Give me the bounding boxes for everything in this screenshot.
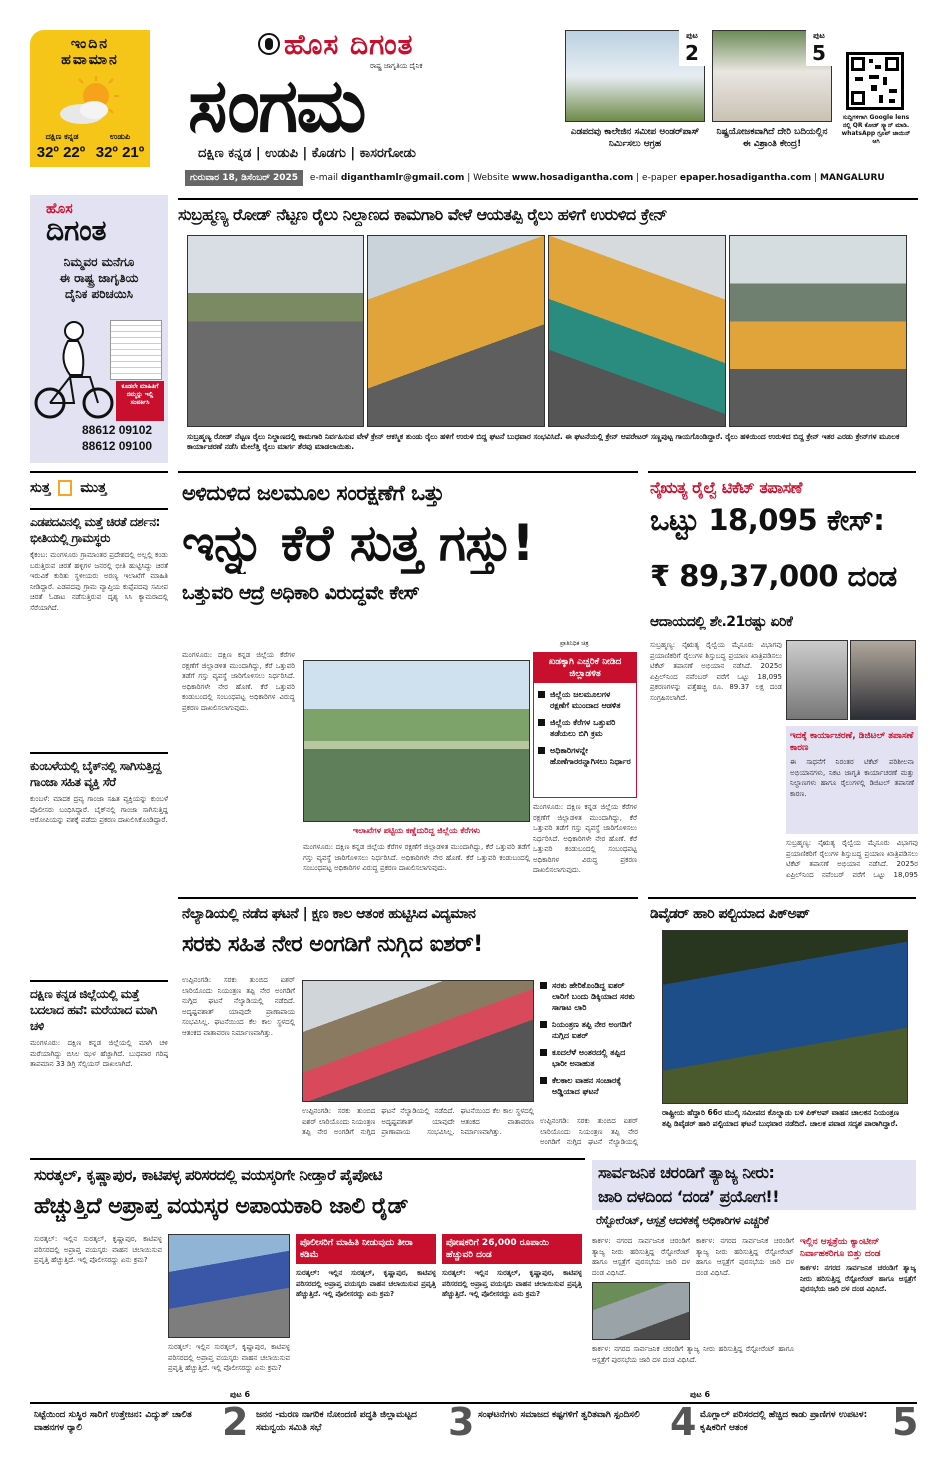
lead-box-title: ಖಡಕ್ಕಾಗಿ ಎಚ್ಚರಿಕೆ ನೀಡಿದ ಜಿಲ್ಲಾಡಳಿತ (534, 653, 636, 683)
drain-body-col2: ಕಾರ್ಕಳ: ನಗರದ ಸಾರ್ವಜನಿಕ ಚರಂಡಿಗೆ ತ್ಯಾಜ್ಯ ನೀರು ಹರಿಸುತ್ತಿದ್ದ ರೆಸ್ಟೋರೆಂಟ್ ಹಾಗೂ ಆಸ್ಪತ್ರೆಗೆ ಪುರಸಭೆಯ ಜಾರಿ ದಳ ದಂಡ ವಿಧಿಸಿದೆ. (696, 1237, 794, 1277)
left-story-1-title: ಎಡಪದವಿನಲ್ಲಿ ಮತ್ತೆ ಚಿರತೆ ದರ್ಶನ: ಭೀತಿಯಲ್ಲಿ ಗ್ರಾಮಸ್ಥರು (30, 515, 160, 545)
left-story-2-title: ಕುಂಬಳೆಯಲ್ಲಿ ಬೈಕ್‌ನಲ್ಲಿ ಸಾಗಿಸುತ್ತಿದ್ದ ಗಾಂಜಾ ಸಹಿತ ವ್ಯಕ್ತಿ ಸೆರೆ (30, 759, 161, 789)
joyride-box-1-title: ಪೊಲೀಸರಿಗೆ ಮಾಹಿತಿ ನೀಡುವುದು ತೀರಾ ಕಡಿಮೆ (296, 1234, 436, 1264)
ad-brand: ದಿಗಂತ (46, 214, 107, 247)
joyride-box-2-body: ಸುರತ್ಕಲ್: ಇಲ್ಲಿನ ಸುರತ್ಕಲ್, ಕೃಷ್ಣಾಪುರ, ಕಾಟಿಪಳ್ಳ ಪರಿಸರದಲ್ಲಿ ಅಪ್ರಾಪ್ತ ವಯಸ್ಕರು ವಾಹನ ಚಲಾಯಿಸುವ ಪ್ರವೃತ್ತಿ ಹೆಚ್ಚುತ್ತಿದೆ. ಇಲ್ಲಿ ಪೊಲೀಸರದ್ದು ಏನು ಕ್ರಮ? (442, 1269, 582, 1298)
teaser-1-text: ಎಡಪದವು ಕಾಲೇಜಿನ ಸಮೀಪ ಅಂಡರ್‌ಪಾಸ್ ನಿರ್ಮಿಸಲು ಆಗ್ರಹ (570, 127, 700, 149)
drain-box-body: ಕಾರ್ಕಳ: ನಗರದ ಸಾರ್ವಜನಿಕ ಚರಂಡಿಗೆ ತ್ಯಾಜ್ಯ ನೀರು ಹರಿಸುತ್ತಿದ್ದ ರೆಸ್ಟೋರೆಂಟ್ ಹಾಗೂ ಆಸ್ಪತ್ರೆಗೆ ಪುರಸಭೆಯ ಜಾರಿ ದಳ ದಂಡ ವಿಧಿಸಿದೆ. (800, 1264, 916, 1293)
footer-item-1-text: ನಿಟ್ಟೆಯಿಂದ ಸುಸ್ಥಿರ ಸಾರಿಗೆ ಉತ್ತೇಜನ: ವಿದ್ಯುತ್ ಚಾಲಿತ ವಾಹನಗಳ ರ್‍ಯಾಲಿ (34, 1410, 192, 1433)
lead-photo (303, 660, 530, 822)
drain-photo (592, 1282, 690, 1340)
footer-item-3-text: ಸಂಘಟನೆಗಳು ಸಮಾಜದ ಕಷ್ಟಗಳಿಗೆ ತ್ವರಿತವಾಗಿ ಸ್ಪಂದಿಸಲಿ (478, 1410, 640, 1420)
lead-box-item: ಜಿಲ್ಲೆಯ ಜಲಮೂಲಗಳ ರಕ್ಷಣೆಗೆ ಮುಂದಾದ ಆಡಳಿತ (538, 689, 632, 711)
drain-continued[interactable]: ಪುಟ 6 (690, 1390, 711, 1399)
cyclist-icon (34, 315, 116, 425)
teaser-1[interactable] (565, 30, 705, 170)
teaser-2-page: ಪುಟ 5 (806, 30, 832, 66)
drain-headline-2: ಜಾರಿ ದಳದಿಂದ ‘ದಂಡ’ ಪ್ರಯೋಗ!! (598, 1187, 779, 1206)
truck-headline: ಸರಕು ಸಹಿತ ನೇರ ಅಂಗಡಿಗೆ ನುಗ್ಗಿದ ಐಶರ್! (182, 932, 483, 957)
lead-box (533, 652, 637, 798)
lead-body-col1: ಮಂಗಳೂರು: ದಕ್ಷಿಣ ಕನ್ನಡ ಜಿಲ್ಲೆಯ ಕೆರೆಗಳ ರಕ್ಷಣೆಗೆ ಜಿಲ್ಲಾಡಳಿತ ಮುಂದಾಗಿದ್ದು, ಕೆರೆ ಒತ್ತುವರಿ ತಡೆಗೆ ಗಸ್ತು ವ್ಯವಸ್ಥೆ ಜಾರಿಗೊಳಿಸಲು ನಿರ್ಧರಿಸಿದೆ. ಅಧಿಕಾರಿಗಳೇ ನೇರ ಹೊಣೆ. ಕೆರೆ ಒತ್ತುವರಿ ಕಂಡುಬಂದಲ್ಲಿ ಸಂಬಂಧಪಟ್ಟ ಅಧಿಕಾರಿಗಳ ವಿರುದ್ಧ ಪ್ರಕರಣ ದಾಖಲಿಸಲಾಗುವುದು. (182, 651, 295, 712)
ad-line1: ನಿಮ್ಮವರ ಮನೆಗೂ (63, 255, 135, 269)
pickup-rule (648, 897, 916, 899)
phone-1[interactable]: 88612 09102 (82, 423, 153, 437)
sun-cloud-icon (58, 76, 122, 126)
footer-item-4-page: 5 (892, 1400, 919, 1444)
crane-photo-4 (729, 235, 907, 427)
truck-rule (178, 897, 638, 899)
newspaper-stack (110, 320, 162, 380)
teaser-2[interactable] (712, 30, 832, 170)
website-link[interactable]: www.hosadigantha.com (511, 173, 634, 183)
joyride-headline: ಹೆಚ್ಚುತ್ತಿದೆ ಅಪ್ರಾಪ್ತ ವಯಸ್ಕರ ಅಪಾಯಕಾರಿ ಜಾಲಿ ರೈಡ್ (34, 1194, 409, 1219)
left-col-rule-top (30, 471, 168, 473)
truck-box-item: ಸರಕು ಹೇರಿಕೊಂಡಿದ್ದ ಐಶರ್ ಲಾರಿಗೆ ಬಂದು ಡಿಕ್ಕಿಯಾದ ಸರಕು ಸಾಗಾಟ ಲಾರಿ (540, 980, 638, 1013)
lead-headline: ಇನ್ನು ಕೆರೆ ಸುತ್ತ ಗಸ್ತು! (182, 514, 534, 572)
joyride-box-1 (296, 1234, 436, 1386)
rail-kicker: ನೈಋತ್ಯ ರೈಲ್ವೆ ಟಿಕೆಟ್ ತಪಾಸಣೆ (650, 478, 802, 497)
lead-subhead: ಒತ್ತುವರಿ ಆದ್ರೆ ಅಧಿಕಾರಿ ವಿರುದ್ಧವೇ ಕೇಸ್ (182, 582, 420, 604)
book-icon (58, 480, 72, 496)
logo-emblem-icon (258, 33, 280, 55)
weather-city2-temp: 32º 21º (95, 144, 145, 161)
left-story-3[interactable] (30, 980, 168, 1138)
info-bar: ಗುರುವಾರ 18, ಡಿಸೆಂಬರ್ 2025 e-mail diganthamlr@gmail.com | Website www.hosadigantha.com | e-paper epaper.hosadigantha.com | MANGALURU (185, 170, 915, 186)
footer-item-2-page: 3 (448, 1400, 475, 1444)
rail-headline-1: ಒಟ್ಟು 18,095 ಕೇಸ್: (650, 503, 885, 537)
weather-title: ಇಂದಿನ ಹವಾಮಾನ (61, 36, 119, 68)
weather-city1-temp: 32º 22º (36, 144, 86, 161)
joyride-rule (30, 1158, 585, 1160)
left-story-1[interactable] (30, 508, 168, 728)
left-story-2-body: ಕುಂಬಳೆ: ಮಾದಕ ದ್ರವ್ಯ ಗಾಂಜಾ ಸಹಿತ ವ್ಯಕ್ತಿಯನ್ನು ಕುಂಬಳೆ ಪೊಲೀಸರು ಬಂಧಿಸಿದ್ದಾರೆ. ಬೈಕ್‌ನಲ್ಲಿ ಗಾಂಜಾ ಸಾಗಿಸುತ್ತಿದ್ದ ಆರೋಪಿಯನ್ನು ವಶಕ್ಕೆ ಪಡೆದು ಪ್ರಕರಣ ದಾಖಲಿಸಿಕೊಂಡಿದ್ದಾರೆ. (30, 795, 168, 824)
crane-photo-2 (367, 235, 545, 427)
drain-box-title: ಇಲ್ಲಿನ ಆಸ್ಪತ್ರೆಯ ಕ್ಯಾಂಟೀನ್ ನಿರ್ವಾಹಕರಿಗೂ ಬಿತ್ತು ದಂಡ (800, 1237, 881, 1259)
truck-box-item: ನಿಯಂತ್ರಣ ತಪ್ಪಿ ನೇರ ಅಂಗಡಿಗೆ ನುಗ್ಗಿದ ಐಶರ್ (540, 1019, 638, 1041)
website-label: Website (473, 173, 510, 183)
truck-body-col1: ಉಪ್ಪಿನಂಗಡಿ: ಸರಕು ತುಂಬಿದ ಐಶರ್ ಲಾರಿಯೊಂದು ನಿಯಂತ್ರಣ ತಪ್ಪಿ ನೇರ ಅಂಗಡಿಗೆ ನುಗ್ಗಿದ ಘಟನೆ ನೆಲ್ಯಾಡಿಯಲ್ಲಿ ನಡೆದಿದೆ. ಅದೃಷ್ಟವಶಾತ್ ಯಾವುದೇ ಪ್ರಾಣಾಪಾಯ ಸಂಭವಿಸಿಲ್ಲ. ಘಟನೆಯಿಂದ ಕೆಲ ಕಾಲ ಸ್ಥಳದಲ್ಲಿ ಆತಂಕದ ವಾತಾವರಣ ನಿರ್ಮಾಣವಾಗಿತ್ತು. (182, 976, 295, 1037)
crane-photo-1 (187, 235, 364, 427)
crane-caption: ಸುಬ್ರಹ್ಮಣ್ಯ ರೋಡ್ ನೆಟ್ಟಣ ರೈಲು ನಿಲ್ದಾಣದಲ್ಲಿ ಕಾಮಗಾರಿ ನಿರ್ವಹಿಸುವ ವೇಳೆ ಕ್ರೇನ್ ಆಕಸ್ಮಿಕ ತುಂಡು ರೈಲು ಹಳಿಗೆ ಉರುಳಿ ಬಿದ್ದ ಘಟನೆ ಬುಧವಾರ ಸಂಭವಿಸಿದೆ. ಈ ಘಟನೆಯಲ್ಲಿ ಕ್ರೇನ್ ಆಪರೇಟರ್ ಸಣ್ಣಪುಟ್ಟ ಗಾಯಗೊಂಡಿದ್ದಾರೆ. ರೈಲು ಹಳಿಯಿಂದ ಉರುಳಿದ ಬಿದ್ದ ಕ್ರೇನ್ ಇತರ ಎರಡು ಕ್ರೇನ್‌ಗಳ ಮೂಲಕ ಕಾರ್ಯಾಚರಣೆ ನಡೆಸಿ ಮೇಲೆತ್ತಿ ರೈಲು ಮಾರ್ಗ ತೆರವು ಮಾಡಲಾಯಿತು. (187, 432, 900, 451)
epaper-label: e-paper (642, 173, 677, 183)
truck-box-item: ಕೂದಲೆಳೆ ಅಂತರದಲ್ಲಿ ತಪ್ಪಿದ ಭಾರೀ ಅನಾಹುತ (540, 1047, 638, 1069)
crane-photo-3 (548, 235, 726, 427)
rail-body-2: ಸುಬ್ರಹ್ಮಣ್ಯ: ನೈಋತ್ಯ ರೈಲ್ವೆಯ ಮೈಸೂರು ವಿಭಾಗವು ಪ್ರಯಾಣಿಕರಿಗೆ ರೈಲುಗಳ ಶಿಸ್ತುಬದ್ಧ ಪ್ರಯಾಣ ಖಾತ್ರಿಪಡಿಸಲು ಟಿಕೆಟ್ ತಪಾಸಣೆ ಅಭಿಯಾನ ನಡೆಸಿದೆ. 2025ರ ಏಪ್ರಿಲ್‌ನಿಂದ ನವೆಂಬರ್ ವರೆಗೆ ಒಟ್ಟು 18,095 (786, 839, 918, 879)
truck-body-col2: ಉಪ್ಪಿನಂಗಡಿ: ಸರಕು ತುಂಬಿದ ಐಶರ್ ಲಾರಿಯೊಂದು ನಿಯಂತ್ರಣ ತಪ್ಪಿ ನೇರ ಅಂಗಡಿಗೆ ನುಗ್ಗಿದ ಘಟನೆ ನೆಲ್ಯಾಡಿಯಲ್ಲಿ ನಡೆದಿದೆ. ಅದೃಷ್ಟವಶಾತ್ ಯಾವುದೇ ಪ್ರಾಣಾಪಾಯ ಸಂಭವಿಸಿಲ್ಲ. ಘಟನೆಯಿಂದ ಕೆಲ ಕಾಲ ಸ್ಥಳದಲ್ಲಿ ಆತಂಕದ ವಾತಾವರಣ ನಿರ್ಮಾಣವಾಗಿತ್ತು. (302, 1107, 534, 1136)
truck-box-item: ಕೆಲಕಾಲ ವಾಹನ ಸಂಚಾರಕ್ಕೆ ಅಡ್ಡಿಯಾದ ಘಟನೆ (540, 1075, 638, 1097)
joyride-box-1-body: ಸುರತ್ಕಲ್: ಇಲ್ಲಿನ ಸುರತ್ಕಲ್, ಕೃಷ್ಣಾಪುರ, ಕಾಟಿಪಳ್ಳ ಪರಿಸರದಲ್ಲಿ ಅಪ್ರಾಪ್ತ ವಯಸ್ಕರು ವಾಹನ ಚಲಾಯಿಸುವ ಪ್ರವೃತ್ತಿ ಹೆಚ್ಚುತ್ತಿದೆ. ಇಲ್ಲಿ ಪೊಲೀಸರದ್ದು ಏನು ಕ್ರಮ? (296, 1269, 436, 1298)
lead-body-col3: ಮಂಗಳೂರು: ದಕ್ಷಿಣ ಕನ್ನಡ ಜಿಲ್ಲೆಯ ಕೆರೆಗಳ ರಕ್ಷಣೆಗೆ ಜಿಲ್ಲಾಡಳಿತ ಮುಂದಾಗಿದ್ದು, ಕೆರೆ ಒತ್ತುವರಿ ತಡೆಗೆ ಗಸ್ತು ವ್ಯವಸ್ಥೆ ಜಾರಿಗೊಳಿಸಲು ನಿರ್ಧರಿಸಿದೆ. ಅಧಿಕಾರಿಗಳೇ ನೇರ ಹೊಣೆ. ಕೆರೆ ಒತ್ತುವರಿ ಕಂಡುಬಂದಲ್ಲಿ ಸಂಬಂಧಪಟ್ಟ ಅಧಿಕಾರಿಗಳ ವಿರುದ್ಧ ಪ್ರಕರಣ ದಾಖಲಿಸಲಾಗುವುದು. (533, 803, 637, 874)
masthead-title: ಸಂಗಮ (188, 63, 365, 149)
logo-tagline: ರಾಷ್ಟ್ರ ಜಾಗೃತಿಯ ದೈನಿಕ (370, 62, 423, 70)
truck-box (540, 980, 638, 1110)
joyride-box-2-title: ಪೋಷಕರಿಗೆ 26,000 ರೂಪಾಯಿ ಹೆಚ್ಚುವರಿ ದಂಡ (442, 1234, 582, 1264)
joyride-body-col2: ಸುರತ್ಕಲ್: ಇಲ್ಲಿನ ಸುರತ್ಕಲ್, ಕೃಷ್ಣಾಪುರ, ಕಾಟಿಪಳ್ಳ ಪರಿಸರದಲ್ಲಿ ಅಪ್ರಾಪ್ತ ವಯಸ್ಕರು ವಾಹನ ಚಲಾಯಿಸುವ ಪ್ರವೃತ್ತಿ ಹೆಚ್ಚುತ್ತಿದೆ. ಇಲ್ಲಿ ಪೊಲೀಸರದ್ದು ಏನು ಕ್ರಮ? (168, 1343, 290, 1372)
masthead-regions: ದಕ್ಷಿಣ ಕನ್ನಡ | ಉಡುಪಿ | ಕೊಡಗು | ಕಾಸರಗೋಡು (198, 146, 416, 161)
drain-box (800, 1236, 916, 1386)
rail-rule (648, 471, 916, 473)
section-title: ಸುತ್ತ ಮುತ್ತ (30, 480, 107, 496)
date: ಗುರುವಾರ 18, ಡಿಸೆಂಬರ್ 2025 (185, 170, 303, 186)
pickup-photo (662, 930, 908, 1104)
qr-code-icon[interactable] (846, 52, 904, 110)
drain-body-col3: ಕಾರ್ಕಳ: ನಗರದ ಸಾರ್ವಜನಿಕ ಚರಂಡಿಗೆ ತ್ಯಾಜ್ಯ ನೀರು ಹರಿಸುತ್ತಿದ್ದ ರೆಸ್ಟೋರೆಂಟ್ ಹಾಗೂ ಆಸ್ಪತ್ರೆಗೆ ಪುರಸಭೆಯ ಜಾರಿ ದಳ ದಂಡ ವಿಧಿಸಿದೆ. (592, 1345, 794, 1364)
edition-city: MANGALURU (819, 173, 885, 183)
truck-photo (302, 980, 534, 1102)
weather-city1: ದಕ್ಷಿಣ ಕನ್ನಡ (45, 132, 79, 141)
joyride-photo (168, 1234, 290, 1338)
lead-box-list (534, 683, 636, 779)
truck-body-col3: ಉಪ್ಪಿನಂಗಡಿ: ಸರಕು ತುಂಬಿದ ಐಶರ್ ಲಾರಿಯೊಂದು ನಿಯಂತ್ರಣ ತಪ್ಪಿ ನೇರ ಅಂಗಡಿಗೆ ನುಗ್ಗಿದ ಘಟನೆ ನೆಲ್ಯಾಡಿಯಲ್ಲಿ (540, 1117, 638, 1146)
rail-photo-1 (786, 640, 848, 720)
ad-line2: ಈ ರಾಷ್ಟ್ರ ಜಾಗೃತಿಯ (59, 271, 139, 285)
weather-city2: ಉಡುಪಿ (109, 132, 131, 141)
phone-2[interactable]: 88612 09100 (82, 439, 153, 453)
crane-headline: ಸುಬ್ರಹ್ಮಣ್ಯ ರೋಡ್ ನೆಟ್ಟಣ ರೈಲು ನಿಲ್ದಾಣದ ಕಾಮಗಾರಿ ವೇಳೆ ಆಯತಪ್ಪಿ ರೈಲು ಹಳಿಗೆ ಉರುಳಿದ ಕ್ರೇನ್ (178, 205, 668, 224)
footer-item-4-text: ಮೊಗ್ಲಾಲ್ ಪರಿಸರದಲ್ಲಿ ಹೆಚ್ಚಿದ ಕಾಡು ಪ್ರಾಣಿಗಳ ಉಪಟಳ: ಕೃಷಿಕರಿಗೆ ಆತಂಕ (700, 1410, 868, 1433)
lead-box-item: ಜಿಲ್ಲೆಯ ಕೆರೆಗಳ ಒತ್ತುವರಿ ತಡೆಯಲು ಬಿಗಿ ಕ್ರಮ (538, 717, 632, 739)
pickup-caption: ರಾಷ್ಟ್ರೀಯ ಹೆದ್ದಾರಿ 66ರ ಮುಲ್ಕಿ ಸಮೀಪದ ಕೊಲ್ನಾಡು ಬಳಿ ಪಿಕ್‌ಅಪ್ ವಾಹನ ಚಾಲಕನ ನಿಯಂತ್ರಣ ತಪ್ಪಿ ಡಿವೈಡರ್ ಹಾರಿ ಪಲ್ಟಿಯಾದ ಘಟನೆ ಬುಧವಾರ ನಡೆದಿದೆ. ಚಾಲಕ ಪವಾಡ ಸದೃಶ ಪಾರಾಗಿದ್ದಾರೆ. (662, 1108, 900, 1128)
crane-rule (178, 198, 918, 200)
footer-item-3-page: 4 (670, 1400, 697, 1444)
left-story-2[interactable] (30, 752, 168, 959)
qr-text: ಸುದ್ದಿಗಳಿಗಾಗಿ Google lens ನಲ್ಲಿ QR ಕೋಡ್ ಸ್ಕ್ಯಾನ್ ಮಾಡಿ. whatsApp ಗ್ರೂಪ್ ಜಾಯಿನ್ ಆಗಿ (841, 114, 911, 145)
lead-body-col2: ಮಂಗಳೂರು: ದಕ್ಷಿಣ ಕನ್ನಡ ಜಿಲ್ಲೆಯ ಕೆರೆಗಳ ರಕ್ಷಣೆಗೆ ಜಿಲ್ಲಾಡಳಿತ ಮುಂದಾಗಿದ್ದು, ಕೆರೆ ಒತ್ತುವರಿ ತಡೆಗೆ ಗಸ್ತು ವ್ಯವಸ್ಥೆ ಜಾರಿಗೊಳಿಸಲು ನಿರ್ಧರಿಸಿದೆ. ಅಧಿಕಾರಿಗಳೇ ನೇರ ಹೊಣೆ. ಕೆರೆ ಒತ್ತುವರಿ ಕಂಡುಬಂದಲ್ಲಿ ಸಂಬಂಧಪಟ್ಟ ಅಧಿಕಾರಿಗಳ ವಿರುದ್ಧ ಪ್ರಕರಣ ದಾಖಲಿಸಲಾಗುವುದು. (303, 843, 530, 872)
drain-body-col1: ಕಾರ್ಕಳ: ನಗರದ ಸಾರ್ವಜನಿಕ ಚರಂಡಿಗೆ ತ್ಯಾಜ್ಯ ನೀರು ಹರಿಸುತ್ತಿದ್ದ ರೆಸ್ಟೋರೆಂಟ್ ಹಾಗೂ ಆಸ್ಪತ್ರೆಗೆ ಪುರಸಭೆಯ ಜಾರಿ ದಳ ದಂಡ ವಿಧಿಸಿದೆ. (592, 1237, 690, 1277)
joyride-continued[interactable]: ಪುಟ 6 (230, 1390, 251, 1399)
lead-photo-caption: ಇಲಾಖೆಗಳ ಪಟ್ಟಿಯ ಕಣ್ಣೆದುರಿದ್ದ ಜಿಲ್ಲೆಯ ಕೆರೆಗಳು (352, 826, 481, 835)
ad-brand-top: ಹೊಸ (46, 201, 73, 217)
footer-item-1-page: 2 (222, 1400, 249, 1444)
epaper-link[interactable]: epaper.hosadigantha.com (679, 173, 812, 183)
lead-rule (178, 471, 638, 473)
footer-item-2[interactable] (252, 1400, 475, 1444)
lead-box-item: ಅಧಿಕಾರಿಗಳನ್ನೇ ಹೊಣೆಗಾರರನ್ನಾಗಿಸಲು ನಿರ್ಧಾರ (538, 745, 632, 767)
teaser-2-text: ನಿಷ್ಪ್ರಯೋಜಕವಾಗಿದೆ ದೇರಿ ಬದಿಯಲ್ಲಿನ ಈ ವಿಶ್ರಾಂತಿ ಕೇಂದ್ರ! (716, 127, 828, 149)
rail-subhead: ಆದಾಯದಲ್ಲಿ ಶೇ.21ರಷ್ಟು ಏರಿಕೆ (650, 614, 793, 630)
rail-box-title: ಇದಕ್ಕೆ ಕಾರ್ಯಾಚರಣೆ, ಡಿಜಿಟಲ್ ತಪಾಸಣೆ ಕಾರಣ (790, 731, 914, 753)
rail-headline-2: ₹ 89,37,000 ದಂಡ (650, 559, 897, 593)
joyride-kicker: ಸುರತ್ಕಲ್, ಕೃಷ್ಣಾಪುರ, ಕಾಟಿಪಳ್ಳ ಪರಿಸರದಲ್ಲಿ ವಯಸ್ಕರಿಗೇ ನೀಡ್ತಾರೆ ಪೈಪೋಟಿ (34, 1166, 383, 1184)
rail-box (786, 726, 918, 834)
footer-item-1[interactable] (30, 1400, 252, 1444)
email-link[interactable]: diganthamlr@gmail.com (340, 173, 465, 183)
left-story-1-body: ಕೈಕಂಬ: ಮಂಗಳೂರು ಗ್ರಾಮಾಂತರ ಪ್ರದೇಶದಲ್ಲಿ ಅಲ್ಲಲ್ಲಿ ಕಂಡು ಬರುತ್ತಿರುವ ಚಿರತೆ ಹಳ್ಳಿಗಳ ಜನರಲ್ಲಿ ಭೀತಿ ಹುಟ್ಟಿಸಿದ್ದು ಚಿರತೆ ಇರುವಿಕೆ ಕುರಿತು ಸ್ಥಳೀಯರು ಅರಣ್ಯ ಇಲಾಖೆಗೆ ಮಾಹಿತಿ ನೀಡಿದ್ದಾರೆ. ಎಡಪದವು ಗ್ರಾಮ ವ್ಯಾಪ್ತಿಯ ಕುಪ್ಪೆಪದವು ಸಮೀಪ ಚಿರತೆ ಓಡಾಟ ನಡೆಸುತ್ತಿರುವ ದೃಶ್ಯ ಸಿಸಿ ಕ್ಯಾಮರಾದಲ್ಲಿ ಸೆರೆಯಾಗಿದೆ. (30, 551, 168, 612)
rail-body: ಸುಬ್ರಹ್ಮಣ್ಯ: ನೈಋತ್ಯ ರೈಲ್ವೆಯ ಮೈಸೂರು ವಿಭಾಗವು ಪ್ರಯಾಣಿಕರಿಗೆ ರೈಲುಗಳ ಶಿಸ್ತುಬದ್ಧ ಪ್ರಯಾಣ ಖಾತ್ರಿಪಡಿಸಲು ಟಿಕೆಟ್ ತಪಾಸಣೆ ಅಭಿಯಾನ ನಡೆಸಿದೆ. 2025ರ ಏಪ್ರಿಲ್‌ನಿಂದ ನವೆಂಬರ್ ವರೆಗೆ ಒಟ್ಟು 18,095 ಪ್ರಕರಣಗಳನ್ನು ಪತ್ತೆಹಚ್ಚಿ ರೂ. 89.37 ಲಕ್ಷ ದಂಡ ಸಂಗ್ರಹಿಸಲಾಗಿದೆ. (650, 641, 782, 702)
rail-photo-2 (850, 640, 916, 720)
pickup-headline: ಡಿವೈಡರ್ ಹಾರಿ ಪಲ್ಟಿಯಾದ ಪಿಕ್‌ಅಪ್ (650, 906, 810, 922)
teaser-1-page: ಪುಟ 2 (679, 30, 705, 66)
left-story-3-title: ದಕ್ಷಿಣ ಕನ್ನಡ ಜಿಲ್ಲೆಯಲ್ಲಿ ಮತ್ತೆ ಬದಲಾದ ಹವೆ: ಮರೆಯಾದ ಮಾಗಿ ಚಳಿ (30, 987, 157, 1033)
footer-bar (30, 1400, 919, 1444)
logo-top: ಹೊಸ ದಿಗಂತ (284, 28, 414, 61)
ad-tag: ಕೂಡಲೇ ಮಾಹಿತಿಗೆ ನಮ್ಮನ್ನು ಇಲ್ಲಿ ಸಂಪರ್ಕಿಸಿ (116, 381, 164, 421)
joyride-body-col1: ಸುರತ್ಕಲ್: ಇಲ್ಲಿನ ಸುರತ್ಕಲ್, ಕೃಷ್ಣಾಪುರ, ಕಾಟಿಪಳ್ಳ ಪರಿಸರದಲ್ಲಿ ಅಪ್ರಾಪ್ತ ವಯಸ್ಕರು ವಾಹನ ಚಲಾಯಿಸುವ ಪ್ರವೃತ್ತಿ ಹೆಚ್ಚುತ್ತಿದೆ. ಇಲ್ಲಿ ಪೊಲೀಸರದ್ದು ಏನು ಕ್ರಮ? (34, 1235, 162, 1264)
lead-byline: ಪ್ರಾತಿನಿಧಿಕ ಚಿತ್ರ (560, 640, 589, 647)
footer-item-4[interactable] (696, 1400, 919, 1444)
drain-subhead: ರೆಸ್ಟೋರೆಂಟ್, ಆಸ್ಪತ್ರೆ ಆದಳಿತಕ್ಕೆ ಅಧಿಕಾರಿಗಳ ಎಚ್ಚರಿಕೆ (596, 1214, 769, 1227)
footer-item-3[interactable] (474, 1400, 697, 1444)
rail-box-body: ಈ ಸಾಧನೆಗೆ ನಿರಂತರ ಟಿಕೆಟ್ ಪರಿಶೀಲನಾ ಅಭಿಯಾನಗಳು, ನಿಕಟ ಜಾಗೃತಿ ಕಾರ್ಯಾಚರಣೆ ಮತ್ತು ನಿಲ್ದಾಣಗಳು ಹಾಗೂ ರೈಲುಗಳಲ್ಲಿ ಡಿಜಿಟಲ್ ತಪಾಸಣೆ ಕಾರಣ. (790, 758, 914, 798)
ad-line3: ದೈನಿಕ ಪರಿಚಯಿಸಿ (65, 287, 133, 301)
lead-kicker: ಅಳಿದುಳಿದ ಜಲಮೂಲ ಸಂರಕ್ಷಣೆಗೆ ಒತ್ತು (182, 481, 444, 505)
joyride-box-2 (442, 1234, 582, 1386)
footer-item-2-text: ಜನನ -ಮರಣ ನಾಗರಿಕ ನೋಂದಣಿ ಪದ್ಧತಿ ಜಿಲ್ಲಾಮಟ್ಟದ ಸಮನ್ವಯ ಸಮಿತಿ ಸಭೆ (256, 1410, 417, 1433)
drain-headline-1: ಸಾರ್ವಜನಿಕ ಚರಂಡಿಗೆ ತ್ಯಾಜ್ಯ ನೀರು: (598, 1163, 775, 1182)
weather-box (30, 30, 150, 167)
left-story-3-body: ಮಂಗಳೂರು: ದಕ್ಷಿಣ ಕನ್ನಡ ಜಿಲ್ಲೆಯಲ್ಲಿ ಮಾಗಿ ಚಳಿ ಮರೆಯಾಗಿದ್ದು ಬಿಸಿಲ ಝಳ ಹೆಚ್ಚಾಗಿದೆ. ಬುಧವಾರ ಗರಿಷ್ಠ ತಾಪಮಾನ 33 ಡಿಗ್ರಿ ಸೆಲ್ಸಿಯಸ್ ದಾಖಲಾಗಿದೆ. (30, 1039, 168, 1068)
subscription-ad[interactable] (30, 195, 168, 463)
email-label: e-mail (309, 173, 338, 183)
truck-kicker: ನೆಲ್ಯಾಡಿಯಲ್ಲಿ ನಡೆದ ಘಟನೆ | ಕ್ಷಣ ಕಾಲ ಆತಂಕ ಹುಟ್ಟಿಸಿದ ವಿದ್ಯಮಾನ (182, 906, 476, 922)
